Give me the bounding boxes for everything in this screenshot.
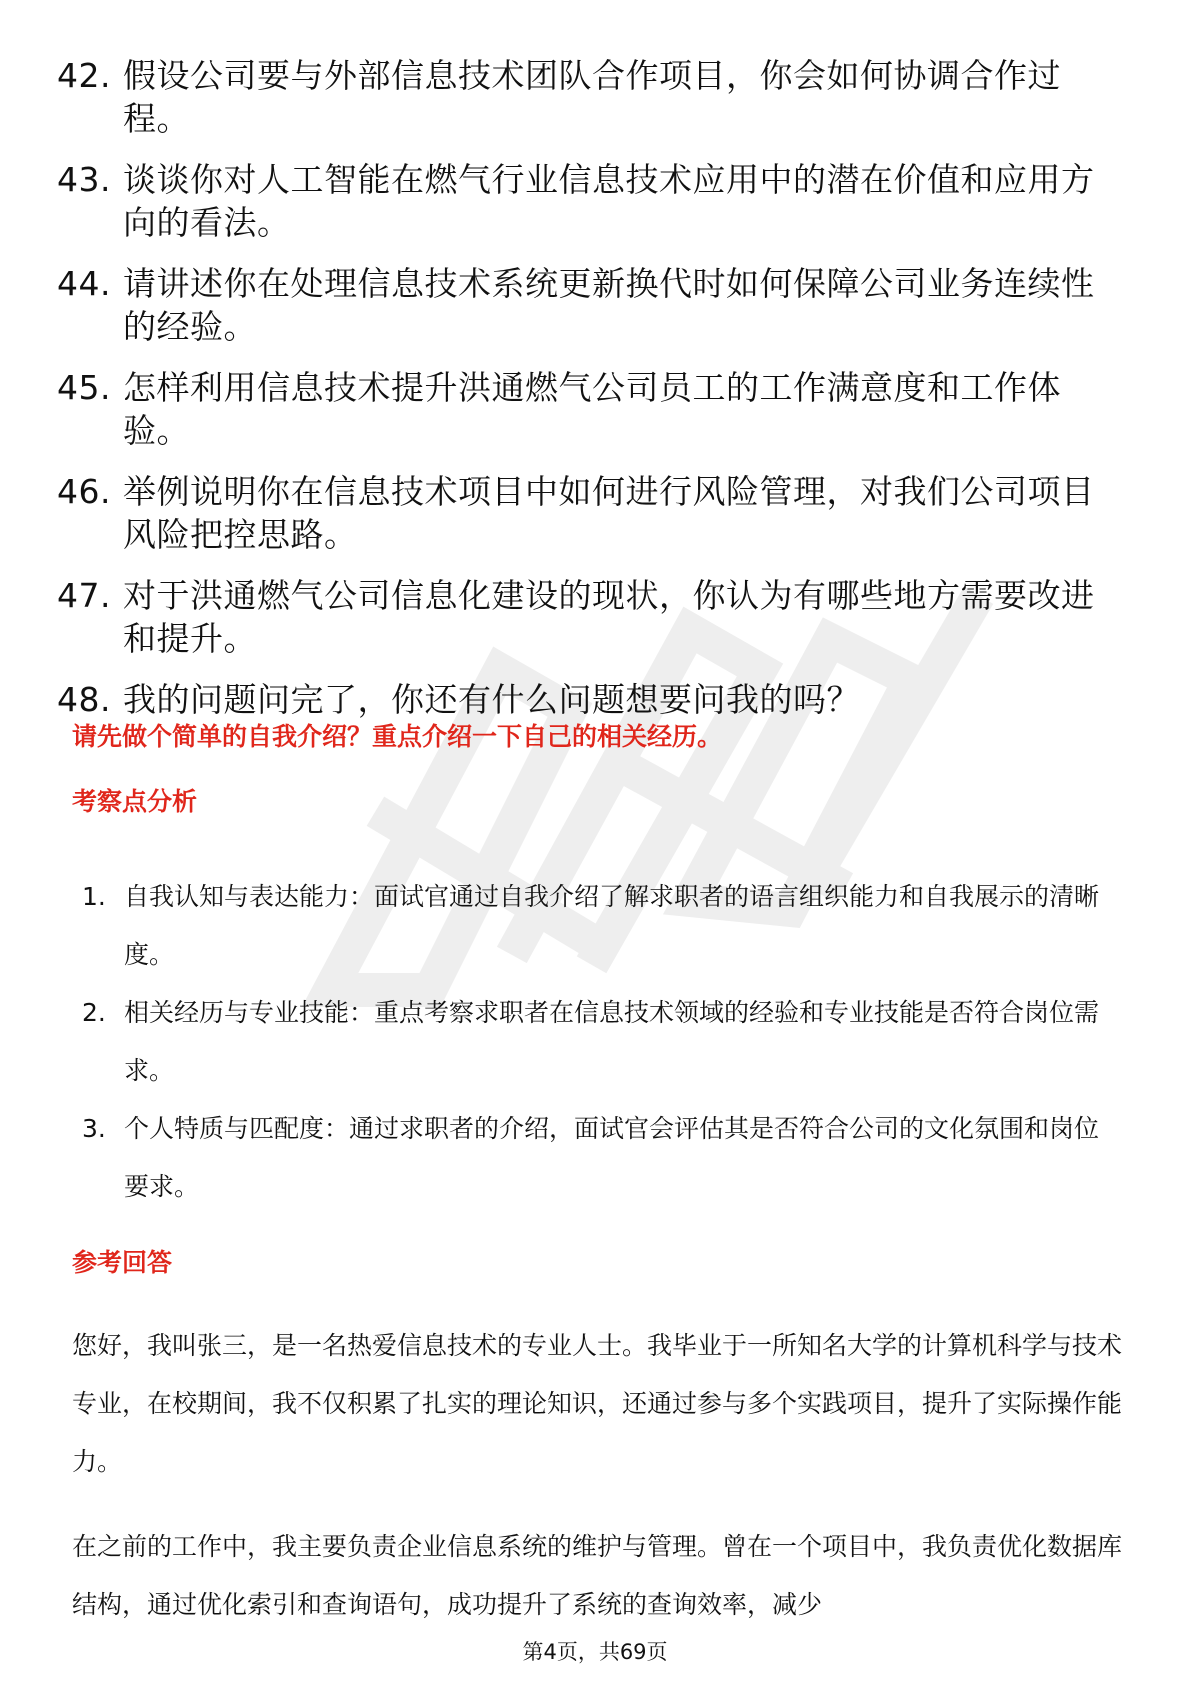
analysis-text: 相关经历与专业技能：重点考察求职者在信息技术领域的经验和专业技能是否符合岗位需求。: [124, 998, 1100, 1085]
question-text: 假设公司要与外部信息技术团队合作项目，你会如何协调合作过程。: [123, 56, 1061, 138]
question-number: 44.: [57, 264, 111, 303]
analysis-list: [82, 868, 1122, 1216]
question-text: 怎样利用信息技术提升洪通燃气公司员工的工作满意度和工作体验。: [123, 368, 1061, 450]
analysis-text: 自我认知与表达能力：面试官通过自我介绍了解求职者的语言组织能力和自我展示的清晰度。: [124, 882, 1100, 969]
answer-heading: 参考回答: [72, 1248, 173, 1277]
question-item: [57, 262, 1117, 348]
question-number: 47.: [57, 576, 111, 615]
question-item: [57, 678, 1117, 721]
page-footer: 第4页，共69页: [522, 1640, 668, 1664]
question-number: 46.: [57, 472, 111, 511]
analysis-item: [82, 984, 1122, 1100]
analysis-text: 个人特质与匹配度：通过求职者的介绍，面试官会评估其是否符合公司的文化氛围和岗位要求。: [124, 1114, 1100, 1201]
answer-paragraph: 您好，我叫张三，是一名热爱信息技术的专业人士。我毕业于一所知名大学的计算机科学与技术专业，在校期间，我不仅积累了扎实的理论知识，还通过参与多个实践项目，提升了实际操作能力。: [72, 1331, 1123, 1476]
question-text: 请讲述你在处理信息技术系统更新换代时如何保障公司业务连续性的经验。: [123, 264, 1095, 346]
analysis-number: 1.: [82, 882, 106, 911]
question-item: [57, 574, 1117, 660]
analysis-item: [82, 868, 1122, 984]
answer-paragraph: 在之前的工作中，我主要负责企业信息系统的维护与管理。曾在一个项目中，我负责优化数据库结构，通过优化索引和查询语句，成功提升了系统的查询效率，减少: [72, 1532, 1123, 1619]
analysis-heading: 考察点分析: [72, 787, 198, 816]
question-number: 42.: [57, 56, 111, 95]
question-list: [57, 54, 1117, 739]
analysis-number: 2.: [82, 998, 106, 1027]
question-item: [57, 158, 1117, 244]
question-text: 对于洪通燃气公司信息化建设的现状，你认为有哪些地方需要改进和提升。: [123, 576, 1095, 658]
analysis-number: 3.: [82, 1114, 106, 1143]
question-item: [57, 470, 1117, 556]
question-number: 43.: [57, 160, 111, 199]
focus-question-heading: 请先做个简单的自我介绍？重点介绍一下自己的相关经历。: [72, 722, 723, 751]
question-text: 谈谈你对人工智能在燃气行业信息技术应用中的潜在价值和应用方向的看法。: [123, 160, 1095, 242]
question-text: 我的问题问完了，你还有什么问题想要问我的吗？: [123, 680, 860, 719]
question-number: 45.: [57, 368, 111, 407]
question-text: 举例说明你在信息技术项目中如何进行风险管理，对我们公司项目风险把控思路。: [123, 472, 1095, 554]
question-number: 48.: [57, 680, 111, 719]
question-item: [57, 54, 1117, 140]
analysis-item: [82, 1100, 1122, 1216]
question-item: [57, 366, 1117, 452]
